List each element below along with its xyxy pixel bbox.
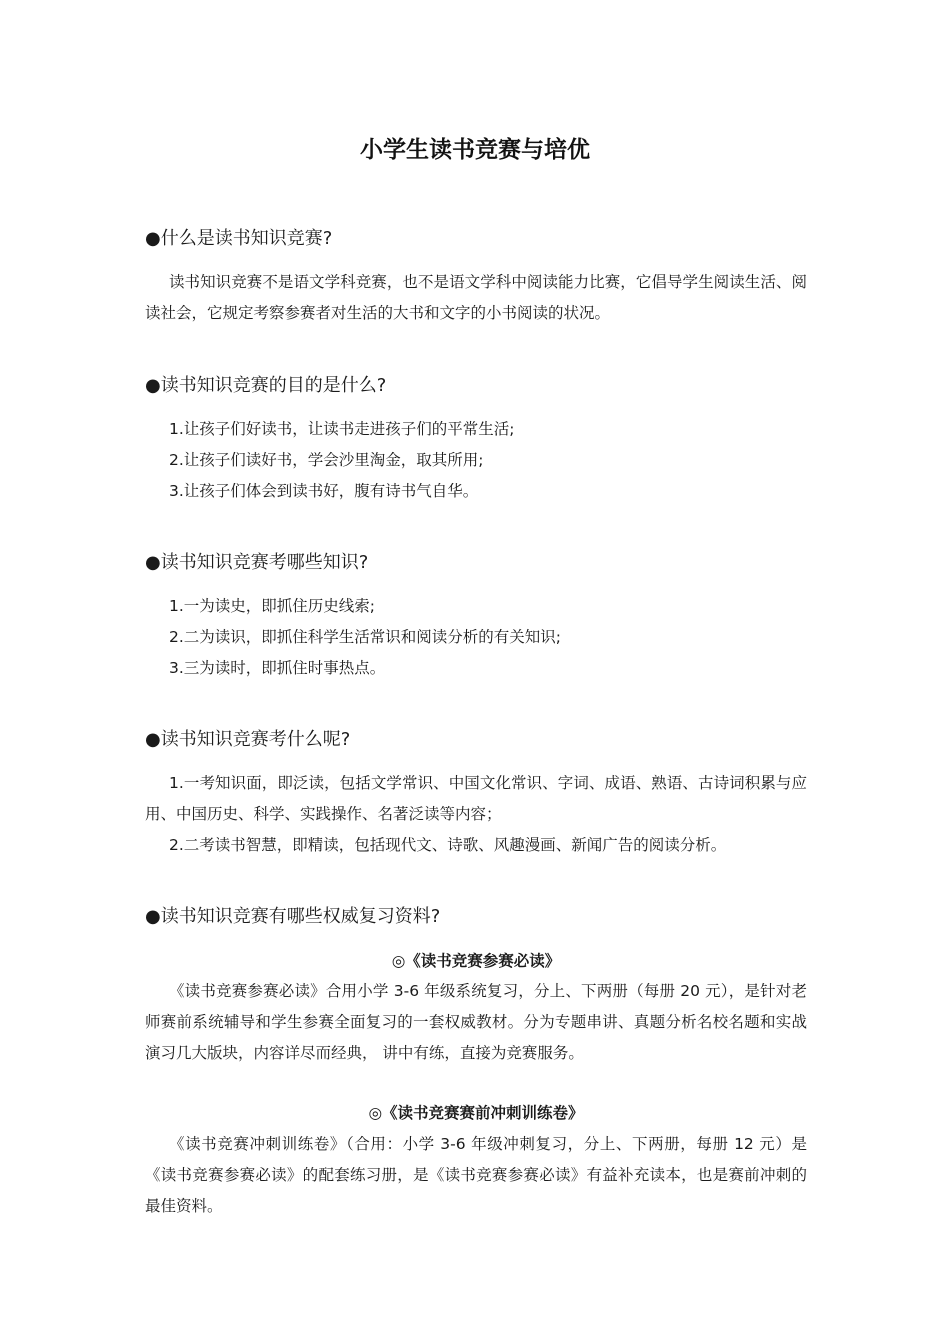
section-heading-what-test: ●读书知识竞赛考什么呢? [145, 729, 351, 750]
list-item: 2.让孩子们读好书，学会沙里淘金，取其所用; [169, 451, 484, 469]
book-description: 《读书竞赛冲刺训练卷》（合用：小学 3-6 年级冲刺复习，分上、下两册，每册 12 元）是《读书竞赛参赛必读》的配套练习册，是《读书竞赛参赛必读》有益补充读本，也是赛前冲刺的最佳资料。 [145, 1135, 807, 1215]
section-paragraph: 2.二考读书智慧，即精读，包括现代文、诗歌、风趣漫画、新闻广告的阅读分析。 [169, 836, 727, 854]
section-heading-materials: ●读书知识竞赛有哪些权威复习资料? [145, 906, 441, 927]
page-title: 小学生读书竞赛与培优 [360, 137, 590, 163]
section-heading-what-is: ●什么是读书知识竞赛? [145, 228, 333, 249]
section-heading-purpose: ●读书知识竞赛的目的是什么? [145, 375, 387, 396]
section-paragraph-what-is: 读书知识竞赛不是语文学科竞赛，也不是语文学科中阅读能力比赛，它倡导学生阅读生活、阅读社会，它规定考察参赛者对生活的大书和文字的小书阅读的状况。 [145, 273, 807, 322]
book-description: 《读书竞赛参赛必读》合用小学 3-6 年级系统复习，分上、下两册（每册 20 元），是针对老师赛前系统辅导和学生参赛全面复习的一套权威教材。分为专题串讲、真题分析名校名题和实战演习几大版块，内容详尽而经典， 讲中有练，直接为竞赛服务。 [145, 982, 807, 1062]
book-title: ◎《读书竞赛参赛必读》 [391, 952, 561, 970]
list-item: 2.二为读识，即抓住科学生活常识和阅读分析的有关知识; [169, 628, 562, 646]
list-item: 1.一为读史，即抓住历史线索; [169, 597, 376, 615]
list-item: 3.让孩子们体会到读书好，腹有诗书气自华。 [169, 482, 479, 500]
book-title: ◎《读书竞赛赛前冲刺训练卷》 [368, 1104, 584, 1122]
section-paragraph: 1.一考知识面，即泛读，包括文学常识、中国文化常识、字词、成语、熟语、古诗词积累与应用、中国历史、科学、实践操作、名著泛读等内容； [145, 774, 807, 823]
list-item: 1.让孩子们好读书，让读书走进孩子们的平常生活; [169, 420, 515, 438]
list-item: 3.三为读时，即抓住时事热点。 [169, 659, 386, 677]
section-heading-knowledge: ●读书知识竞赛考哪些知识? [145, 552, 369, 573]
